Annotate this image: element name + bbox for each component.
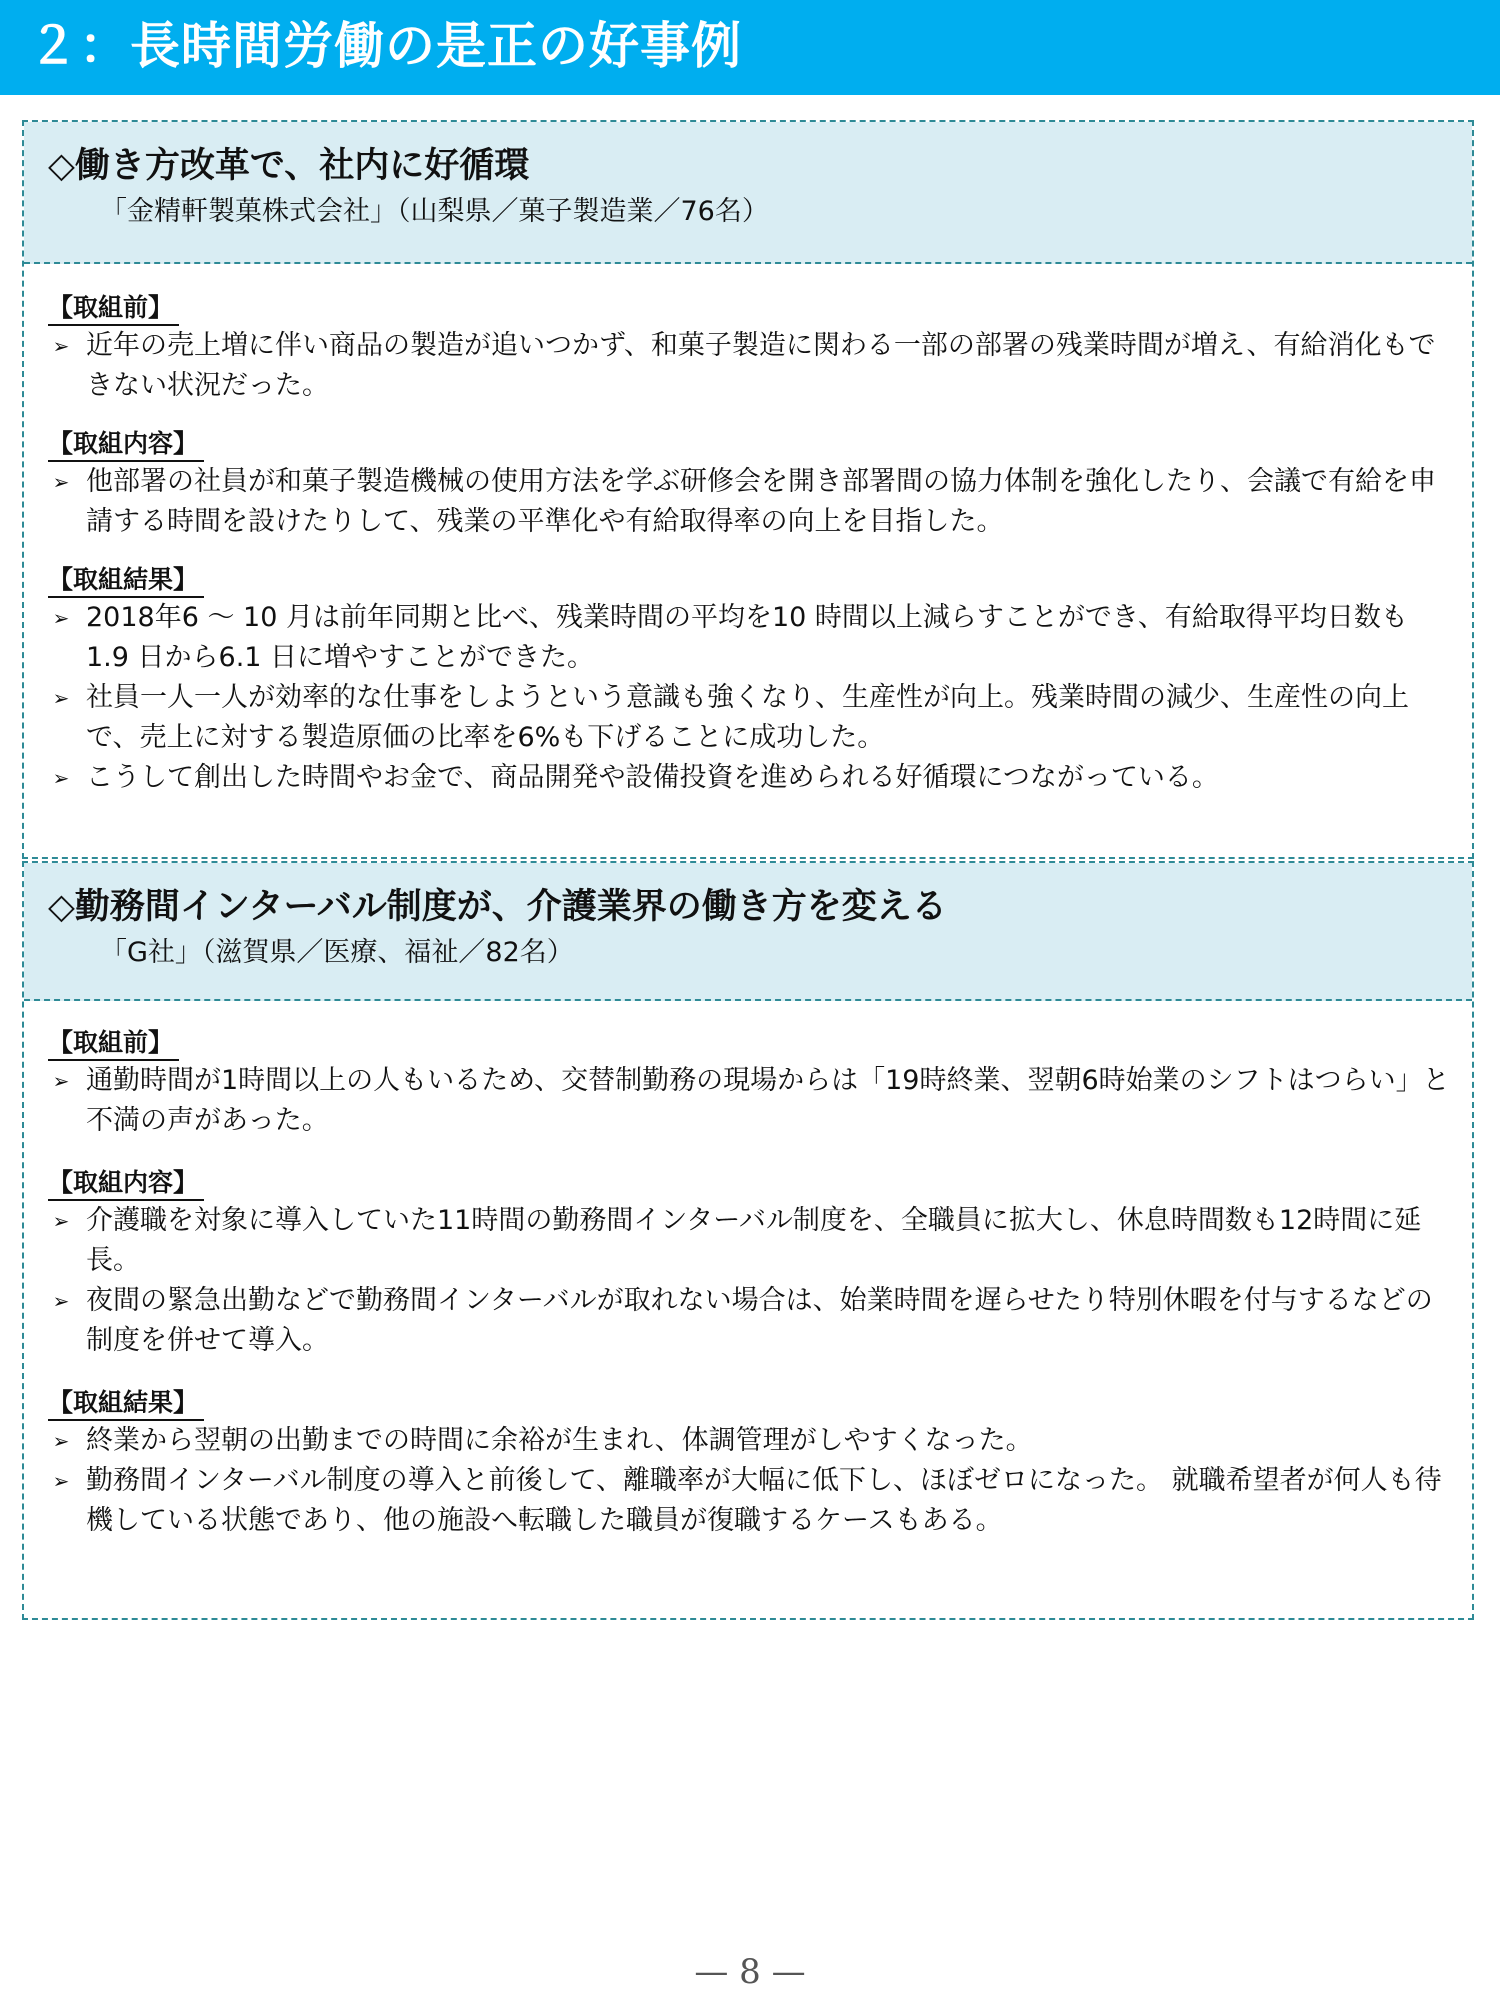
case-2-body — [46, 1027, 1450, 1563]
bullet-item — [46, 598, 1450, 678]
case-1-section-results — [46, 564, 1450, 798]
bullet-item — [46, 326, 1450, 406]
bullet-list — [46, 326, 1450, 406]
case-2-section-results — [46, 1387, 1450, 1541]
bullet-item — [46, 1201, 1450, 1281]
bullet-item — [46, 1421, 1450, 1461]
arrowhead-bullet-icon: ➢ — [52, 686, 70, 710]
case-2-company: 「G社」（滋賀県／医療、福祉／82名） — [100, 937, 574, 968]
bullet-text: 社員一人一人が効率的な仕事をしようという意識も強くなり、生産性が向上。残業時間の減少、生産性の向上で、売上に対する製造原価の比率を6%も下げることに成功した。 — [86, 682, 1409, 753]
bullet-text: 通勤時間が1時間以上の人もいるため、交替制勤務の現場からは「19時終業、翌朝6時始業のシフトはつらい」と不満の声があった。 — [86, 1065, 1450, 1136]
bullet-item — [46, 1281, 1450, 1361]
case-2-header — [24, 863, 1472, 1001]
case-study-1 — [22, 120, 1474, 859]
arrowhead-bullet-icon: ➢ — [52, 1469, 70, 1493]
bullet-text: 介護職を対象に導入していた11時間の勤務間インターバル制度を、全職員に拡大し、休息時間数も12時間に延長。 — [86, 1205, 1422, 1276]
bullet-text: 2018年6 ～ 10 月は前年同期と比べ、残業時間の平均を10 時間以上減らすことができ、有給取得平均日数も1.9 日から6.1 日に増やすことができた。 — [86, 602, 1408, 673]
section-label: 【取組内容】 — [48, 1167, 204, 1201]
section-label: 【取組結果】 — [48, 564, 204, 598]
bullet-text: 終業から翌朝の出勤までの時間に余裕が生まれ、体調管理がしやすくなった。 — [86, 1425, 1033, 1456]
bullet-text: 夜間の緊急出勤などで勤務間インターバルが取れない場合は、始業時間を遅らせたり特別休暇を付与するなどの制度を併せて導入。 — [86, 1285, 1433, 1356]
case-study-2 — [22, 861, 1474, 1620]
bullet-text: 勤務間インターバル制度の導入と前後して、離職率が大幅に低下し、ほぼゼロになった。 就職希望者が何人も待機している状態であり、他の施設へ転職した職員が復職するケースもある。 — [86, 1465, 1442, 1536]
bullet-list — [46, 462, 1450, 542]
arrowhead-bullet-icon: ➢ — [52, 1289, 70, 1313]
page-title: ２：長時間労働の是正の好事例 — [28, 17, 742, 75]
arrowhead-bullet-icon: ➢ — [52, 1429, 70, 1453]
bullet-item — [46, 1461, 1450, 1541]
arrowhead-bullet-icon: ➢ — [52, 334, 70, 358]
arrowhead-bullet-icon: ➢ — [52, 766, 70, 790]
arrowhead-bullet-icon: ➢ — [52, 1069, 70, 1093]
bullet-list — [46, 1201, 1450, 1361]
bullet-item — [46, 462, 1450, 542]
title-bar — [0, 0, 1500, 95]
section-label: 【取組結果】 — [48, 1387, 204, 1421]
bullet-item — [46, 678, 1450, 758]
case-1-section-before — [46, 292, 1450, 406]
case-1-header — [24, 122, 1472, 264]
bullet-text: こうして創出した時間やお金で、商品開発や設備投資を進められる好循環につながっている。 — [86, 762, 1219, 793]
bullet-item — [46, 758, 1450, 798]
bullet-text: 他部署の社員が和菓子製造機械の使用方法を学ぶ研修会を開き部署間の協力体制を強化したり、会議で有給を申請する時間を設けたりして、残業の平準化や有給取得率の向上を目指した。 — [86, 466, 1436, 537]
case-2-section-actions — [46, 1167, 1450, 1361]
bullet-list — [46, 1061, 1450, 1141]
case-1-company: 「金精軒製菓株式会社」（山梨県／菓子製造業／76名） — [100, 196, 769, 227]
bullet-list — [46, 1421, 1450, 1541]
bullet-text: 近年の売上増に伴い商品の製造が追いつかず、和菓子製造に関わる一部の部署の残業時間が増え、有給消化もできない状況だった。 — [86, 330, 1436, 401]
bullet-list — [46, 598, 1450, 798]
arrowhead-bullet-icon: ➢ — [52, 470, 70, 494]
case-2-title: ◇勤務間インターバル制度が、介護業界の働き方を変える — [48, 887, 947, 927]
case-1-title: ◇働き方改革で、社内に好循環 — [48, 146, 530, 186]
arrowhead-bullet-icon: ➢ — [52, 1209, 70, 1233]
section-label: 【取組前】 — [48, 1027, 179, 1061]
page-number: — 8 — — [694, 1952, 806, 1992]
case-2-section-before — [46, 1027, 1450, 1141]
section-label: 【取組前】 — [48, 292, 179, 326]
arrowhead-bullet-icon: ➢ — [52, 606, 70, 630]
bullet-item — [46, 1061, 1450, 1141]
case-1-section-actions — [46, 428, 1450, 542]
section-label: 【取組内容】 — [48, 428, 204, 462]
case-1-body — [46, 292, 1450, 820]
